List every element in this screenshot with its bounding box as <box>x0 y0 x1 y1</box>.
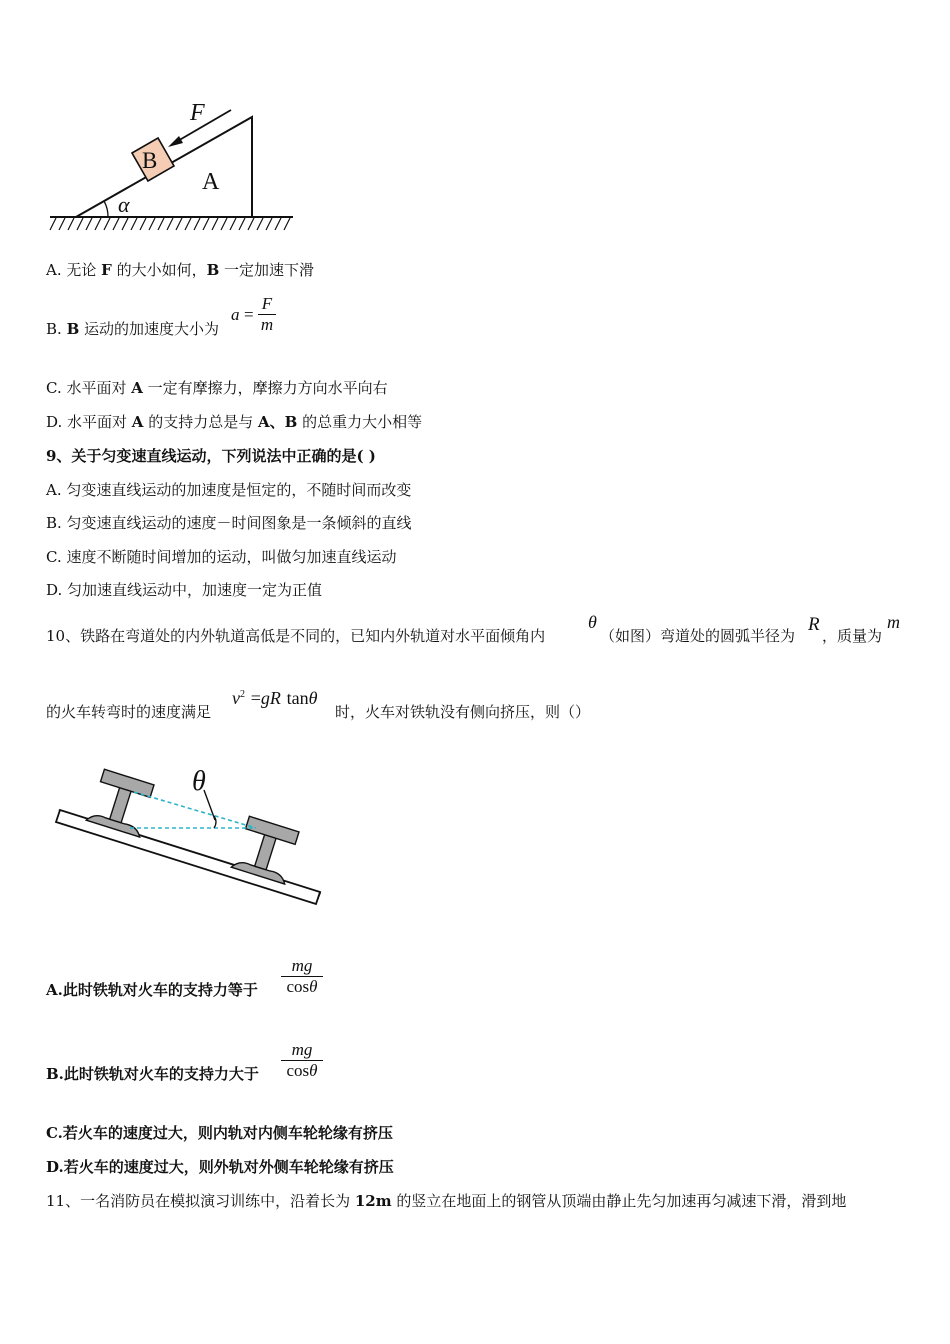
text: 10、铁路在弯道处的内外轨道高低是不同的，已知内外轨道对水平面倾角内 <box>46 627 546 645</box>
q10-option-a: A.此时铁轨对火车的支持力等于 <box>46 981 258 999</box>
q9-option-d: D. 匀加速直线运动中，加速度一定为正值 <box>46 581 323 599</box>
support-force-fraction-a <box>281 956 323 997</box>
text: A <box>131 413 144 431</box>
formula-gr: gR <box>260 688 281 708</box>
text: D. 水平面对 <box>46 413 132 431</box>
rail-incline-figure <box>52 760 328 912</box>
q10-stem-part2: （如图）弯道处的圆弧半径为 <box>600 627 796 645</box>
text: A <box>131 379 143 397</box>
formula-tan: tan <box>286 688 309 708</box>
text: 运动的加速度大小为 <box>79 320 220 338</box>
fraction-numerator: mg <box>291 1040 313 1059</box>
text: B. <box>46 320 67 338</box>
q8-option-b <box>46 319 219 339</box>
text: A、B <box>257 413 298 431</box>
q9-stem: 9、关于匀变速直线运动，下列说法中正确的是( ) <box>46 447 376 465</box>
text: 一定有摩擦力，摩擦力方向水平向右 <box>142 379 388 397</box>
text: B <box>206 261 220 279</box>
q8-option-c <box>46 378 388 398</box>
accel-equals: = <box>244 305 254 324</box>
angle-alpha-label: α <box>118 192 130 217</box>
text: F <box>101 261 112 279</box>
text: A. 无论 <box>46 261 102 279</box>
rail-theta-label: θ <box>192 766 206 797</box>
radius-symbol: R <box>808 614 820 635</box>
text: 的总重力大小相等 <box>297 413 423 431</box>
text: 的火车转弯时的速度满足 <box>46 703 212 721</box>
q10-stem-line2 <box>46 702 211 722</box>
formula-equals: = <box>250 688 261 708</box>
q9-option-a: A. 匀变速直线运动的加速度是恒定的，不随时间而改变 <box>46 481 412 499</box>
text: C. 水平面对 <box>46 379 132 397</box>
fraction-numerator: mg <box>291 956 313 975</box>
fraction-denominator <box>281 1061 323 1081</box>
force-f-label: F <box>190 100 205 126</box>
q10-option-c: C.若火车的速度过大，则内轨对内侧车轮轮缘有挤压 <box>46 1124 393 1142</box>
cos-text: cos <box>286 977 310 996</box>
support-force-fraction-b <box>281 1040 323 1081</box>
wedge-block-figure <box>44 96 298 236</box>
accel-lhs: a <box>231 305 240 324</box>
text: 一定加速下滑 <box>219 261 315 279</box>
wedge-a-label: A <box>202 169 220 195</box>
text: B <box>66 320 80 338</box>
speed-formula <box>232 688 317 709</box>
mass-symbol: m <box>887 612 900 632</box>
text: 的支持力总是与 <box>143 413 258 431</box>
q11-stem <box>46 1191 846 1211</box>
q9-option-b: B. 匀变速直线运动的速度－时间图象是一条倾斜的直线 <box>46 514 412 532</box>
theta-text: θ <box>309 977 318 996</box>
fraction-numerator: F <box>261 294 273 313</box>
block-b-label: B <box>142 148 158 173</box>
q8-option-d <box>46 412 422 432</box>
text: 11、一名消防员在模拟演习训练中，沿着长为 <box>46 1192 355 1210</box>
q8-option-a <box>46 260 314 280</box>
formula-v: v <box>232 688 240 708</box>
q10-stem-part3: ，质量为 <box>822 627 883 645</box>
text: 的竖立在地面上的钢管从顶端由静止先匀加速再匀减速下滑，滑到地 <box>391 1192 847 1210</box>
fraction-denominator: m <box>260 315 274 334</box>
q10-stem-line1 <box>46 626 545 646</box>
q10-option-b: B.此时铁轨对火车的支持力大于 <box>46 1065 259 1083</box>
fraction-denominator <box>281 977 323 997</box>
theta-symbol: θ <box>588 612 597 632</box>
text: 的大小如何， <box>111 261 207 279</box>
theta-text: θ <box>309 1061 318 1080</box>
q10-stem-part4: 时，火车对铁轨没有侧向挤压，则（） <box>335 703 591 721</box>
text: 12m <box>354 1192 392 1210</box>
cos-text: cos <box>286 1061 310 1080</box>
q9-option-c: C. 速度不断随时间增加的运动，叫做匀加速直线运动 <box>46 548 397 566</box>
formula-exponent: 2 <box>240 689 245 700</box>
q10-option-d: D.若火车的速度过大，则外轨对外侧车轮轮缘有挤压 <box>46 1158 394 1176</box>
formula-theta: θ <box>308 688 318 708</box>
accel-fraction <box>258 294 276 335</box>
